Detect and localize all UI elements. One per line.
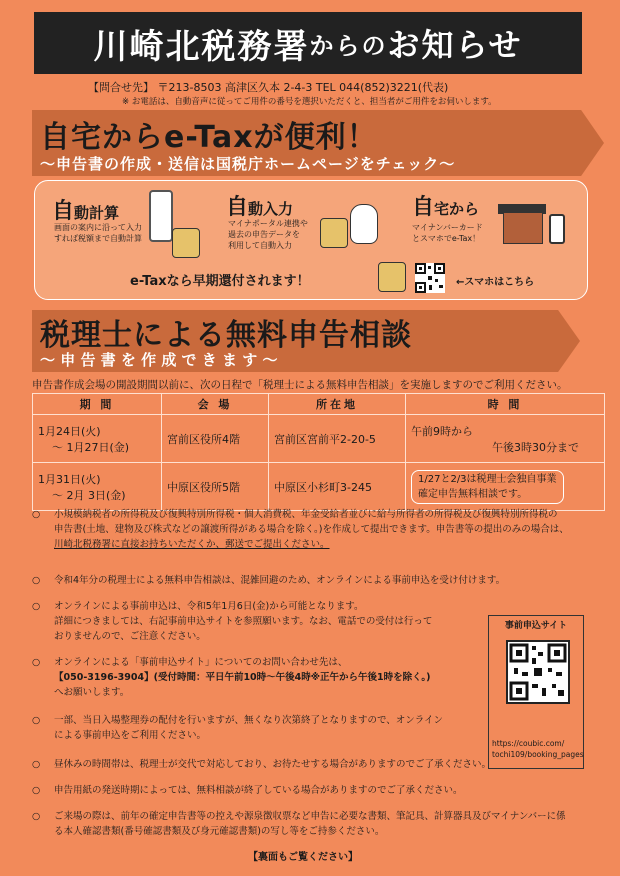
address-cell: 中原区小杉町3-245 <box>269 463 406 511</box>
table-header: 会 場 <box>162 394 269 415</box>
table-header: 期 間 <box>33 394 162 415</box>
time-cell <box>406 463 605 511</box>
booking-site-label: 事前申込サイト <box>504 621 568 631</box>
smartphone-icon <box>549 214 565 244</box>
etax-subtitle: 〜申告書の作成・送信は国税庁ホームページをチェック〜 <box>40 155 456 173</box>
contact-note: ※ お電話は、自動音声に従ってご用件の番号を選択いただくと、担当者がご用件をお伺いします。 <box>122 97 497 107</box>
soudan-intro: 申告書作成会場の開設期間以前に、次の日程で「税理士による無料申告相談」を実施しますのでご利用ください。 <box>32 379 568 391</box>
feature-auto-input-desc: マイナポータル連携や 過去の申告データを 利用して自動入力 <box>228 219 308 250</box>
table-header-row <box>33 394 605 415</box>
venue-cell: 中原区役所5階 <box>162 463 269 511</box>
feature-auto-input: 自動入力 <box>226 195 294 220</box>
etax-title: 自宅からe-Taxが便利！ <box>40 120 378 155</box>
title-oshirase: お知らせ <box>387 26 523 64</box>
feature-from-home: 自宅から <box>412 195 480 220</box>
soudan-title: 税理士による無料申告相談 <box>40 318 412 353</box>
period-cell: 1月24日(火) 〜 1月27日(金) <box>33 415 162 463</box>
smartphone-icon <box>149 190 173 242</box>
etax-early-refund: e-Taxなら早期還付されます！ <box>130 274 310 289</box>
table-header: 時 間 <box>406 394 605 415</box>
feature-auto-calc-desc: 画面の案内に沿って入力 すれば税額まで自動計算 <box>54 223 142 243</box>
table-header: 所在地 <box>269 394 406 415</box>
period-cell: 1月31日(火) 〜 2月 3日(金) <box>33 463 162 511</box>
page-title <box>34 12 582 74</box>
soudan-subtitle: 〜 申 告 書 を 作 成 で き ま す 〜 <box>40 351 278 369</box>
table-row <box>33 415 605 463</box>
footer-see-back: 【裏面もご覧ください】 <box>248 852 358 863</box>
address-cell: 宮前区宮前平2-20-5 <box>269 415 406 463</box>
smartphone-label: ←スマホはこちら <box>456 277 535 288</box>
venue-cell: 宮前区役所4階 <box>162 415 269 463</box>
booking-site-url[interactable]: https://coubic.com/ tochi109/booking_pages <box>492 739 584 759</box>
title-main: 川崎北税務署 <box>93 26 310 67</box>
title-kara: からの <box>309 31 388 60</box>
feature-from-home-desc: マイナンバーカード とスマホでe-Tax！ <box>412 223 483 243</box>
mynaportal-rabbit-icon <box>350 204 378 244</box>
mascot-icon <box>172 228 200 258</box>
mascot-icon <box>378 262 406 292</box>
etax-qr-code[interactable] <box>415 263 445 293</box>
mascot-icon <box>320 218 348 248</box>
house-icon <box>503 212 543 244</box>
schedule-table <box>32 393 605 511</box>
feature-auto-calc: 自動計算 <box>52 199 120 224</box>
special-note-badge: 1/27と2/3は税理士会独自事業 確定申告無料相談です。 <box>411 470 564 504</box>
time-cell: 午前9時から 午後3時30分まで <box>406 415 605 463</box>
table-row <box>33 463 605 511</box>
contact-info: 【問合せ先】 〒213-8503 高津区久本 2-4-3 TEL 044(852)3221(代表) <box>88 81 449 94</box>
booking-qr-code[interactable] <box>506 640 570 704</box>
